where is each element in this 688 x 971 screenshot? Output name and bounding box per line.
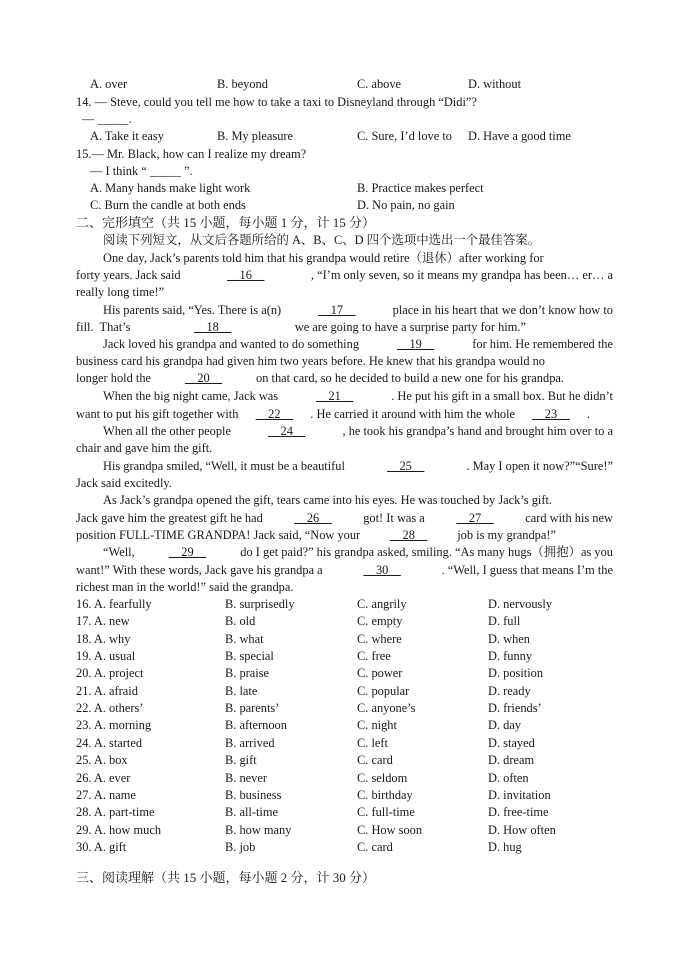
blank-18: __18__ (194, 320, 232, 334)
q13-option-a: A. over (90, 77, 128, 91)
question-18-option-a: 18. A. why (76, 631, 131, 646)
question-25-option-c: C. card (357, 753, 393, 768)
question-21-option-a: 21. A. afraid (76, 683, 138, 698)
passage-line (103, 302, 613, 319)
question-17-option-b: B. old (225, 614, 256, 629)
passage-text: His parents said, “Yes. There is a(n) (103, 303, 282, 317)
question-27-option-d: D. invitation (488, 787, 551, 802)
question-17-option-c: C. empty (357, 614, 403, 629)
q13-option-c: C. above (357, 77, 402, 91)
question-29-option-c: C. How soon (357, 822, 423, 837)
question-24-option-c: C. left (357, 735, 388, 750)
question-21-option-d: D. ready (488, 683, 531, 698)
passage-line (103, 336, 613, 353)
question-26-option-c: C. seldom (357, 770, 408, 785)
passage-text: “Well, (103, 545, 135, 559)
question-29-option-b: B. how many (225, 822, 292, 837)
passage-line (103, 388, 613, 405)
passage-text: His grandpa smiled, “Well, it must be a beautiful (103, 459, 345, 473)
question-18-option-b: B. what (225, 631, 264, 646)
question-23-option-a: 23. A. morning (76, 718, 152, 733)
q15-reply: — I think “ _____ ”. (90, 164, 193, 178)
passage-text: business card his grandpa had given him two years before. He knew that his grandpa would no (76, 354, 546, 368)
passage-line (103, 250, 613, 267)
passage-text: . May I open it now?”“Sure!” (466, 459, 613, 473)
blank-16: __16__ (227, 268, 265, 282)
question-22-option-d: D. friends’ (488, 701, 542, 716)
question-19-option-d: D. funny (488, 649, 533, 664)
section2-heading: 二、完形填空（共 15 小题，每小题 1 分，计 15 分） (76, 215, 376, 230)
q14-stem: 14. — Steve, could you tell me how to take a taxi to Disneyland through “Didi”? (76, 95, 477, 109)
question-16-option-d: D. nervously (488, 597, 553, 611)
passage-line (76, 510, 613, 527)
question-28-option-b: B. all-time (225, 805, 278, 820)
passage-line: Jack said excitedly. (76, 476, 172, 490)
question-24-option-b: B. arrived (225, 735, 275, 750)
question-29-option-a: 29. A. how much (76, 822, 162, 837)
blank-20: __20__ (184, 371, 223, 385)
q14-option-d: D. Have a good time (468, 129, 571, 143)
question-21-option-b: B. late (225, 683, 258, 698)
question-19-option-c: C. free (357, 649, 391, 664)
passage-text: As Jack’s grandpa opened the gift, tears came into his eyes. He was touched by Jack’s gift. (103, 493, 553, 507)
passage-line (103, 544, 613, 561)
question-18-option-c: C. where (357, 631, 402, 646)
question-19-option-b: B. special (225, 649, 274, 664)
passage-text: want!” With these words, Jack gave his grandpa a (76, 563, 323, 577)
question-26-option-d: D. often (488, 770, 529, 785)
section2-instruction: 阅读下列短文，从文后各题所给的 A、B、C、D 四个选项中选出一个最佳答案。 (103, 233, 541, 247)
q15-option-d: D. No pain, no gain (357, 198, 455, 212)
question-17-option-a: 17. A. new (76, 614, 130, 629)
blank-17: __17__ (318, 303, 356, 317)
passage-text: forty years. Jack said (76, 268, 181, 282)
question-24-option-d: D. stayed (488, 735, 535, 750)
q15-option-a: A. Many hands make light work (90, 181, 251, 195)
question-28-option-c: C. full-time (357, 805, 415, 820)
passage-line: chair and gave him the gift. (76, 441, 213, 455)
question-23-option-d: D. day (488, 718, 522, 733)
question-28-option-d: D. free-time (488, 805, 549, 820)
question-23-option-b: B. afternoon (225, 718, 287, 733)
question-18-option-d: D. when (488, 631, 530, 646)
blank-24: __24__ (268, 424, 306, 438)
question-19-option-a: 19. A. usual (76, 649, 136, 664)
passage-text: longer hold the (76, 371, 152, 385)
passage-text: fill. That’s (76, 320, 131, 334)
passage-text: job is my grandpa!” (457, 528, 556, 542)
passage-line (76, 562, 613, 579)
blank-23: __23__ (532, 407, 570, 421)
q14-option-a: A. Take it easy (90, 129, 164, 143)
passage-text: we are going to have a surprise party for him.” (294, 320, 526, 334)
passage-line (76, 319, 526, 336)
question-20-option-a: 20. A. project (76, 666, 144, 681)
blank-25: __25__ (387, 459, 425, 473)
blank-29: __29__ (168, 545, 207, 559)
passage-text: Jack gave him the greatest gift he had (76, 511, 263, 525)
q15-option-b: B. Practice makes perfect (357, 181, 484, 195)
question-16-option-b: B. surprisedly (225, 597, 295, 611)
q15-stem: 15.— Mr. Black, how can I realize my dream? (76, 147, 307, 161)
passage-text: When the big night came, Jack was (103, 389, 279, 403)
question-27-option-c: C. birthday (357, 787, 413, 802)
passage-line (76, 353, 613, 370)
question-16-option-a: 16. A. fearfully (76, 597, 152, 611)
passage-text: One day, Jack’s parents told him that his grandpa would retire（退休）after working for (103, 251, 544, 265)
passage-line (76, 406, 590, 423)
q14-option-b: B. My pleasure (217, 129, 294, 143)
passage-line (103, 492, 613, 509)
question-28-option-a: 28. A. part-time (76, 805, 155, 820)
q14-reply-dash: — (82, 112, 95, 126)
section3-heading: 三、阅读理解（共 15 小题，每小题 2 分，计 30 分） (76, 870, 376, 885)
question-21-option-c: C. popular (357, 683, 410, 698)
passage-text: position FULL-TIME GRANDPA! Jack said, “Now your (76, 528, 361, 542)
question-30-option-b: B. job (225, 839, 256, 854)
blank-21: __21__ (316, 389, 354, 403)
question-30-option-c: C. card (357, 839, 393, 854)
question-25-option-a: 25. A. box (76, 753, 128, 768)
blank-19: __19__ (397, 337, 435, 351)
blank-26: __26__ (294, 511, 332, 525)
q13-option-b: B. beyond (217, 77, 268, 91)
passage-text: . “Well, I guess that means I’m the (441, 563, 613, 577)
question-27-option-a: 27. A. name (76, 787, 136, 802)
passage-text: got! It was a (363, 511, 425, 525)
passage-text: place in his heart that we don’t know how to (392, 303, 613, 317)
q14-option-c: C. Sure, I’d love to (357, 129, 452, 143)
q13-option-d: D. without (468, 77, 522, 91)
question-24-option-a: 24. A. started (76, 735, 143, 750)
question-22-option-a: 22. A. others’ (76, 701, 144, 716)
blank-30: __30__ (363, 563, 401, 577)
passage-text: , “I’m only seven, so it means my grandpa has been… er… a (310, 268, 613, 282)
passage-line (76, 267, 613, 284)
question-17-option-d: D. full (488, 614, 521, 629)
question-25-option-b: B. gift (225, 753, 257, 768)
question-23-option-c: C. night (357, 718, 397, 733)
blank-27: __27__ (456, 511, 494, 525)
passage-line: really long time!” (76, 285, 165, 299)
passage-text: , he took his grandpa’s hand and brought him over to a (342, 424, 613, 438)
q15-option-c: C. Burn the candle at both ends (90, 198, 246, 212)
passage-text: do I get paid?” his grandpa asked, smiling. “As many hugs（拥抱）as you (240, 545, 613, 559)
question-26-option-a: 26. A. ever (76, 770, 131, 785)
question-30-option-d: D. hug (488, 839, 522, 854)
question-30-option-a: 30. A. gift (76, 839, 127, 854)
question-25-option-d: D. dream (488, 753, 535, 768)
q14-reply-blank: _____. (97, 112, 132, 126)
question-16-option-c: C. angrily (357, 597, 407, 611)
passage-text: When all the other people (103, 424, 231, 438)
question-26-option-b: B. never (225, 770, 267, 785)
passage-text: . He put his gift in a small box. But he didn’t (391, 389, 613, 403)
passage-text: Jack loved his grandpa and wanted to do something (103, 337, 360, 351)
passage-text: want to put his gift together with (76, 407, 239, 421)
q14-reply (82, 111, 132, 128)
question-20-option-c: C. power (357, 666, 403, 681)
passage-text: . (586, 407, 590, 421)
question-20-option-d: D. position (488, 666, 544, 681)
passage-line (76, 370, 564, 387)
passage-text: for him. He remembered the (472, 337, 613, 351)
passage-text: on that card, so he decided to build a new one for his grandpa. (256, 371, 564, 385)
question-22-option-c: C. anyone’s (357, 701, 416, 716)
question-22-option-b: B. parents’ (225, 701, 280, 716)
passage-text: card with his new (525, 511, 613, 525)
passage-line (103, 458, 613, 475)
blank-22: __22__ (255, 407, 293, 421)
blank-28: __28__ (390, 528, 428, 542)
passage-text: . He carried it around with him the whole (310, 407, 516, 421)
question-27-option-b: B. business (225, 787, 282, 802)
question-20-option-b: B. praise (225, 666, 270, 681)
passage-line (76, 527, 556, 544)
passage-line: richest man in the world!” said the grandpa. (76, 580, 294, 594)
passage-line (103, 423, 613, 440)
question-29-option-d: D. How often (488, 822, 556, 837)
